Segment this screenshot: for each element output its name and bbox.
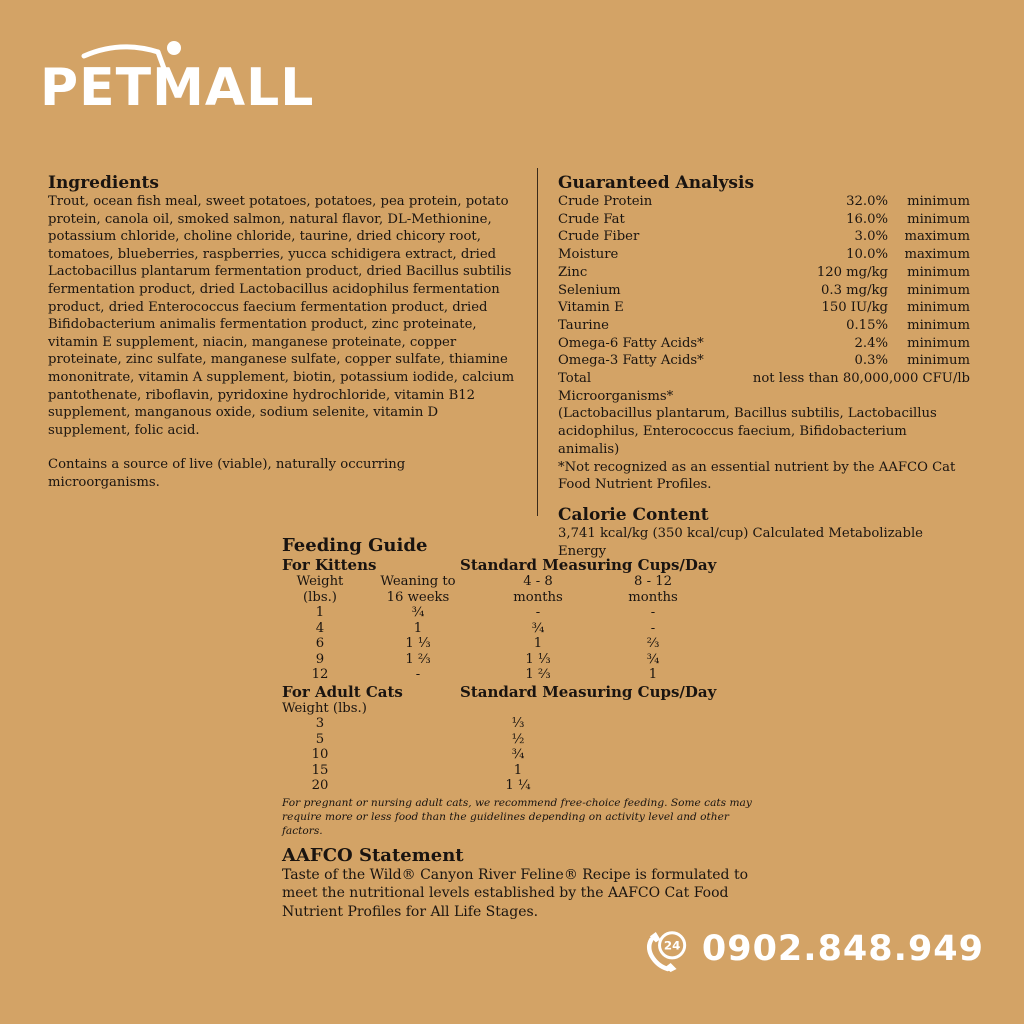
analysis-row (558, 299, 970, 317)
contact-phone[interactable] (644, 918, 984, 980)
table-cell: ⅔ (646, 636, 660, 651)
kitten-table (282, 574, 752, 683)
table-row (282, 778, 752, 794)
table-row (282, 747, 752, 763)
table-cell: 20 (311, 778, 329, 793)
table-cell: months (513, 589, 563, 605)
analysis-value: 2.4% (854, 335, 888, 351)
kittens-header (282, 556, 752, 574)
analysis-row (558, 193, 970, 211)
table-cell: 1 ¼ (505, 778, 531, 793)
analysis-type: minimum (907, 335, 970, 351)
table-cell: - (415, 667, 421, 682)
calorie-text: 3,741 kcal/kg (350 kcal/cup) Calculated Metabolizable Energy (558, 525, 923, 559)
table-cell: ⅓ (511, 716, 525, 731)
analysis-name: Taurine (558, 317, 609, 333)
table-cell: 16 weeks (386, 589, 450, 605)
adult-header (282, 683, 752, 701)
aafco-text: Taste of the Wild® Canyon River Feline® Recipe is formulated to meet the nutritional levels established by the AAFCO Cat Food Nutrient Profiles for All Life Stages. (282, 866, 749, 920)
adult-weight-label: Weight (lbs.) (282, 700, 367, 716)
table-cell: - (535, 605, 541, 620)
aafco-section (282, 846, 752, 922)
analysis-name: Moisture (558, 247, 619, 263)
table-cell: 1 ⅔ (405, 651, 431, 667)
adult-cups-label: Standard Measuring Cups/Day (460, 682, 717, 701)
table-cell: 1 (413, 620, 423, 636)
analysis-value: 150 IU/kg (821, 300, 888, 316)
feeding-note: For pregnant or nursing adult cats, we recommend free-choice feeding. Some cats may require more or less food than the guidelines depending on activity level and other factors. (282, 796, 752, 837)
analysis-name: Selenium (558, 282, 621, 298)
analysis-type: minimum (907, 194, 970, 209)
table-cell: 1 (648, 667, 658, 682)
analysis-value: 3.0% (854, 229, 888, 245)
adult-label: For Adult Cats (282, 682, 403, 701)
analysis-value: not less than 80,000,000 CFU/lb (752, 371, 970, 387)
analysis-name: Omega-3 Fatty Acids* (558, 353, 704, 369)
table-cell: 15 (311, 762, 329, 778)
table-row (282, 763, 752, 779)
analysis-value: 0.3% (854, 353, 888, 369)
analysis-type: minimum (907, 211, 970, 227)
table-row (282, 605, 752, 621)
table-cell: ¾ (646, 651, 660, 667)
analysis-type: minimum (907, 300, 970, 316)
table-cell: ½ (511, 731, 525, 747)
table-row (282, 652, 752, 668)
analysis-type: maximum (904, 247, 970, 263)
table-row (282, 716, 752, 732)
analysis-type: minimum (907, 264, 970, 280)
analysis-value: 120 mg/kg (816, 264, 888, 280)
analysis-row (558, 317, 970, 335)
table-cell: ¾ (531, 620, 545, 636)
phone-number[interactable]: 0902.848.949 (701, 929, 984, 969)
table-cell: - (650, 620, 656, 636)
table-row (282, 732, 752, 748)
analysis-row (558, 282, 970, 300)
adult-table (282, 701, 752, 794)
analysis-row (558, 264, 970, 282)
kittens-label: For Kittens (282, 556, 377, 574)
cups-label: Standard Measuring Cups/Day (460, 556, 717, 574)
ingredients-note: Contains a source of live (viable), naturally occurring microorganisms. (48, 457, 406, 490)
analysis-name: Omega-6 Fatty Acids* (558, 335, 704, 351)
analysis-footnote: *Not recognized as an essential nutrient by the AAFCO Cat Food Nutrient Profiles. (558, 459, 956, 493)
table-cell: Weight (296, 574, 344, 589)
analysis-row (558, 352, 970, 370)
calorie-heading: Calorie Content (558, 504, 709, 525)
phone-24h-icon (644, 918, 690, 980)
analysis-value: 0.3 mg/kg (821, 282, 888, 298)
guaranteed-analysis-section (558, 174, 970, 560)
phone-badge: 24 (663, 938, 681, 953)
table-cell: 1 (315, 605, 325, 620)
analysis-row (558, 246, 970, 264)
analysis-value: 32.0% (846, 194, 888, 209)
analysis-name: Crude Fiber (558, 229, 640, 245)
analysis-type: minimum (907, 282, 970, 298)
table-cell: 6 (315, 636, 325, 651)
analysis-value: 10.0% (846, 247, 888, 263)
analysis-value: 0.15% (846, 317, 888, 333)
table-row (282, 621, 752, 637)
table-cell: 12 (311, 667, 329, 682)
column-divider (537, 168, 538, 516)
analysis-row (558, 335, 970, 353)
table-cell: 9 (315, 651, 325, 667)
table-row (282, 636, 752, 652)
table-cell: 1 ⅓ (525, 651, 551, 667)
analysis-table (558, 193, 970, 370)
feeding-guide-section (282, 536, 752, 921)
table-cell: 4 - 8 (523, 574, 553, 589)
analysis-name: Crude Protein (558, 194, 653, 209)
table-cell: - (650, 605, 656, 620)
analysis-row (558, 211, 970, 229)
analysis-row (558, 228, 970, 246)
table-cell: 1 ⅓ (405, 636, 431, 651)
ingredients-text: Trout, ocean fish meal, sweet potatoes, potatoes, pea protein, potato protein, canola oil, smoked salmon, natural flavor, DL-Methionine, potassium chloride, choline chloride, taurine, dried chicory root, tomatoes, blueberries, raspberries, yucca schidigera extract, dried Lactobacillus plantarum fermentation product, dried Bacillus subtilis fermentation product, dried Lactobacillus acidophilus fermentation product, dried Enterococcus faecium fermentation product, dried Bifidobacterium animalis fermentation product, zinc proteinate, vitamin E supplement, niacin, manganese proteinate, copper proteinate, zinc sulfate, manganese sulfate, copper sulfate, thiamine mononitrate, vitamin A supplement, biotin, potassium iodide, calcium pantothenate, riboflavin, pyridoxine hydrochloride, vitamin B12 supplement, manganous oxide, sodium selenite, vitamin D supplement, folic acid. (48, 194, 515, 438)
table-cell: 8 - 12 (633, 574, 672, 589)
petmall-logo (40, 40, 315, 120)
table-cell: ¾ (511, 747, 525, 762)
ingredients-section (48, 174, 518, 492)
table-cell: 1 ⅔ (525, 667, 551, 682)
table-cell: Weaning to (380, 574, 456, 589)
analysis-type: maximum (904, 229, 970, 245)
analysis-name: Crude Fat (558, 211, 625, 227)
analysis-type: minimum (907, 317, 970, 333)
table-cell: ¾ (411, 605, 425, 620)
table-cell: 3 (315, 716, 325, 731)
ingredients-heading: Ingredients (48, 173, 159, 193)
table-cell: 5 (315, 731, 325, 747)
logo-text: PETMALL (40, 58, 315, 118)
analysis-row (558, 370, 970, 405)
table-header-row (282, 574, 752, 590)
analysis-heading: Guaranteed Analysis (558, 173, 755, 193)
table-cell: 4 (315, 620, 325, 636)
table-cell: (lbs.) (303, 589, 337, 605)
aafco-heading: AAFCO Statement (282, 844, 464, 866)
analysis-name: Total Microorganisms* (558, 371, 674, 404)
analysis-value: 16.0% (846, 211, 888, 227)
analysis-name: Zinc (558, 264, 588, 280)
table-header-row (282, 590, 752, 606)
table-cell: 10 (311, 747, 329, 762)
analysis-micro-detail: (Lactobacillus plantarum, Bacillus subtilis, Lactobacillus acidophilus, Enterococcus faecium, Bifidobacterium animalis) (558, 406, 937, 457)
table-cell: 1 (533, 636, 543, 651)
analysis-type: minimum (907, 353, 970, 369)
table-cell: 1 (513, 762, 523, 778)
table-cell: months (628, 589, 678, 605)
feeding-title: Feeding Guide (282, 535, 428, 556)
table-row (282, 667, 752, 683)
analysis-name: Vitamin E (558, 300, 624, 316)
